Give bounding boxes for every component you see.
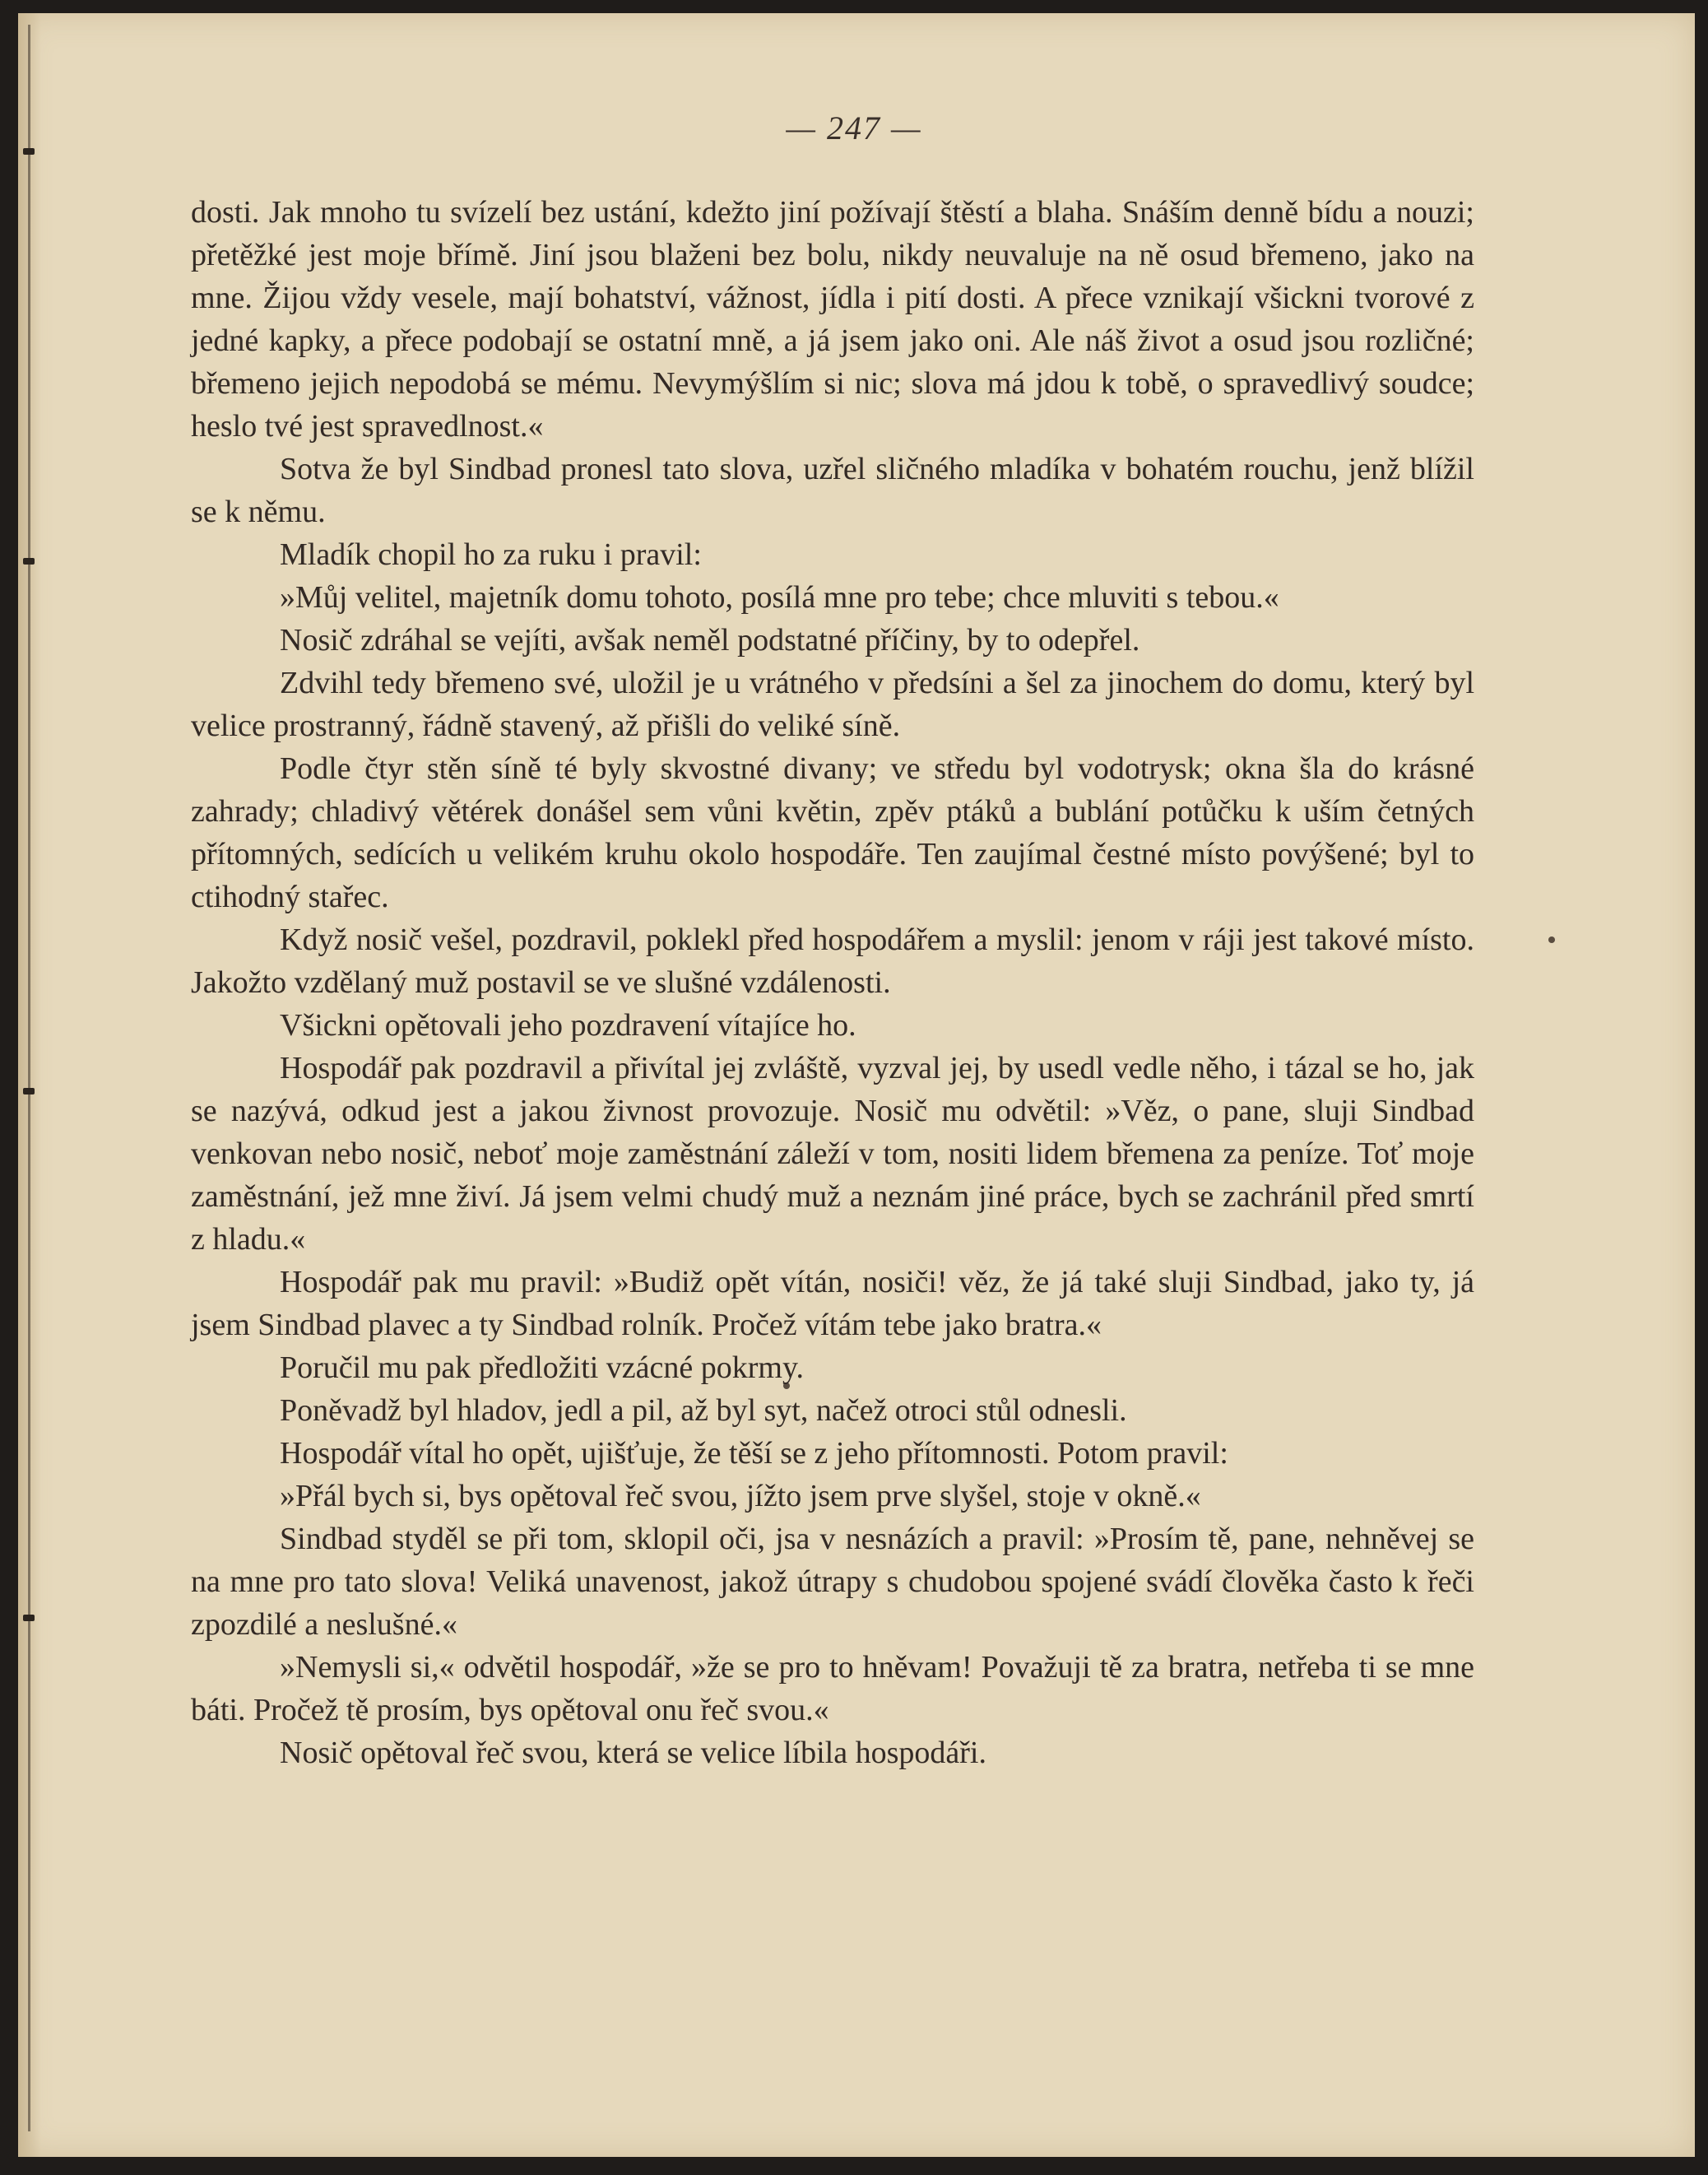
binding-edge — [28, 25, 30, 2131]
paragraph: »Nemysli si,« odvětil hospodář, »že se pro to hněvam! Považuji tě za bratra, netřeba ti se mne báti. Pročež tě prosím, bys opětoval onu řeč svou.« — [191, 1650, 1474, 1727]
paragraph: dosti. Jak mnoho tu svízelí bez ustání, kdežto jiní požívají štěstí a blaha. Snáším denně bídu a nouzi; přetěžké jest moje břímě. Jiní jsou blaženi bez bolu, nikdy neuvaluje na ně osud břemeno, jako na mne. Žijou vždy vesele, mají bohatství, vážnost, jídla i pití dosti. A přece vznikají všickni tvorové z jedné kapky, a přece podobají se ostatní mně, a já jsem jako oni. Ale náš život a osud jsou rozličné; břemeno jejich nepodobá se mému. Nevymýšlím si nic; slova má jdou k tobě, o spravedlivý soudce; heslo tvé jest spravedlnost.« — [191, 195, 1474, 444]
paragraph: »Přál bych si, bys opětoval řeč svou, jížto jsem prve slyšel, stoje v okně.« — [280, 1479, 1201, 1513]
paragraph: Sotva že byl Sindbad pronesl tato slova, uzřel sličného mladíka v bohatém rouchu, jenž blížil se k němu. — [191, 452, 1474, 529]
ink-speck — [1548, 936, 1555, 943]
paragraph: Hospodář pak pozdravil a přivítal jej zvláště, vyzval jej, by usedl vedle něho, i tázal se ho, jak se nazývá, odkud jest a jakou živnost provozuje. Nosič mu odvětil: »Věz, o pane, sluji Sindbad venkovan nebo nosič, neboť moje zaměstnání záleží v tom, nositi lidem břemena za peníze. Toť moje zaměstnání, jež mne živí. Já jsem velmi chudý muž a neznám jiné práce, bych se zachránil před smrtí z hladu.« — [191, 1051, 1474, 1257]
paragraph: Nosič zdráhal se vejíti, avšak neměl podstatné příčiny, by to odepřel. — [280, 623, 1140, 658]
binding-mark — [23, 558, 35, 565]
paragraph: Hospodář vítal ho opět, ujišťuje, že těší se z jeho přítomnosti. Potom pravil: — [280, 1436, 1228, 1471]
paragraph: Poněvadž byl hladov, jedl a pil, až byl syt, načež otroci stůl odnesli. — [280, 1393, 1127, 1428]
binding-mark — [23, 148, 35, 155]
paragraph: Všickni opětovali jeho pozdravení vítajíce ho. — [280, 1008, 856, 1043]
binding-mark — [23, 1615, 35, 1621]
paragraph: Hospodář pak mu pravil: »Budiž opět vítán, nosiči! věz, že já také sluji Sindbad, jako ty, já jsem Sindbad plavec a ty Sindbad rolník. Pročež vítám tebe jako bratra.« — [191, 1265, 1474, 1342]
page-number: — 247 — — [786, 109, 922, 146]
paragraph: Když nosič vešel, pozdravil, poklekl před hospodářem a myslil: jenom v ráji jest takové místo. Jakožto vzdělaný muž postavil se ve slušné vzdálenosti. — [191, 923, 1474, 1000]
paragraph: Poručil mu pak předložiti vzácné pokrmy. — [280, 1350, 805, 1385]
binding-mark — [23, 1088, 35, 1094]
paragraph: Zdvihl tedy břemeno své, uložil je u vrátného v předsíni a šel za jinochem do domu, který byl velice prostranný, řádně stavený, až přišli do veliké síně. — [191, 666, 1474, 743]
paragraph: Sindbad styděl se při tom, sklopil oči, jsa v nesnázích a pravil: »Prosím tě, pane, nehněvej se na mne pro tato slova! Veliká unavenost, jakož útrapy s chudobou spojené svádí člověka často k řeči zpozdilé a neslušné.« — [191, 1522, 1474, 1642]
body-text — [191, 191, 1474, 1774]
paragraph: Podle čtyr stěn síně té byly skvostné divany; ve středu byl vodotrysk; okna šla do krásné zahrady; chladivý větérek donášel sem vůni květin, zpěv ptáků a bublání potůčku k uším četných přítomných, sedících u velikém kruhu okolo hospodáře. Ten zaujímal čestné místo povýšené; byl to ctihodný stařec. — [191, 751, 1474, 914]
paragraph: Mladík chopil ho za ruku i pravil: — [280, 537, 702, 572]
paragraph: »Můj velitel, majetník domu tohoto, posílá mne pro tebe; chce mluviti s tebou.« — [280, 580, 1279, 615]
paragraph: Nosič opětoval řeč svou, která se velice líbila hospodáři. — [280, 1736, 986, 1770]
